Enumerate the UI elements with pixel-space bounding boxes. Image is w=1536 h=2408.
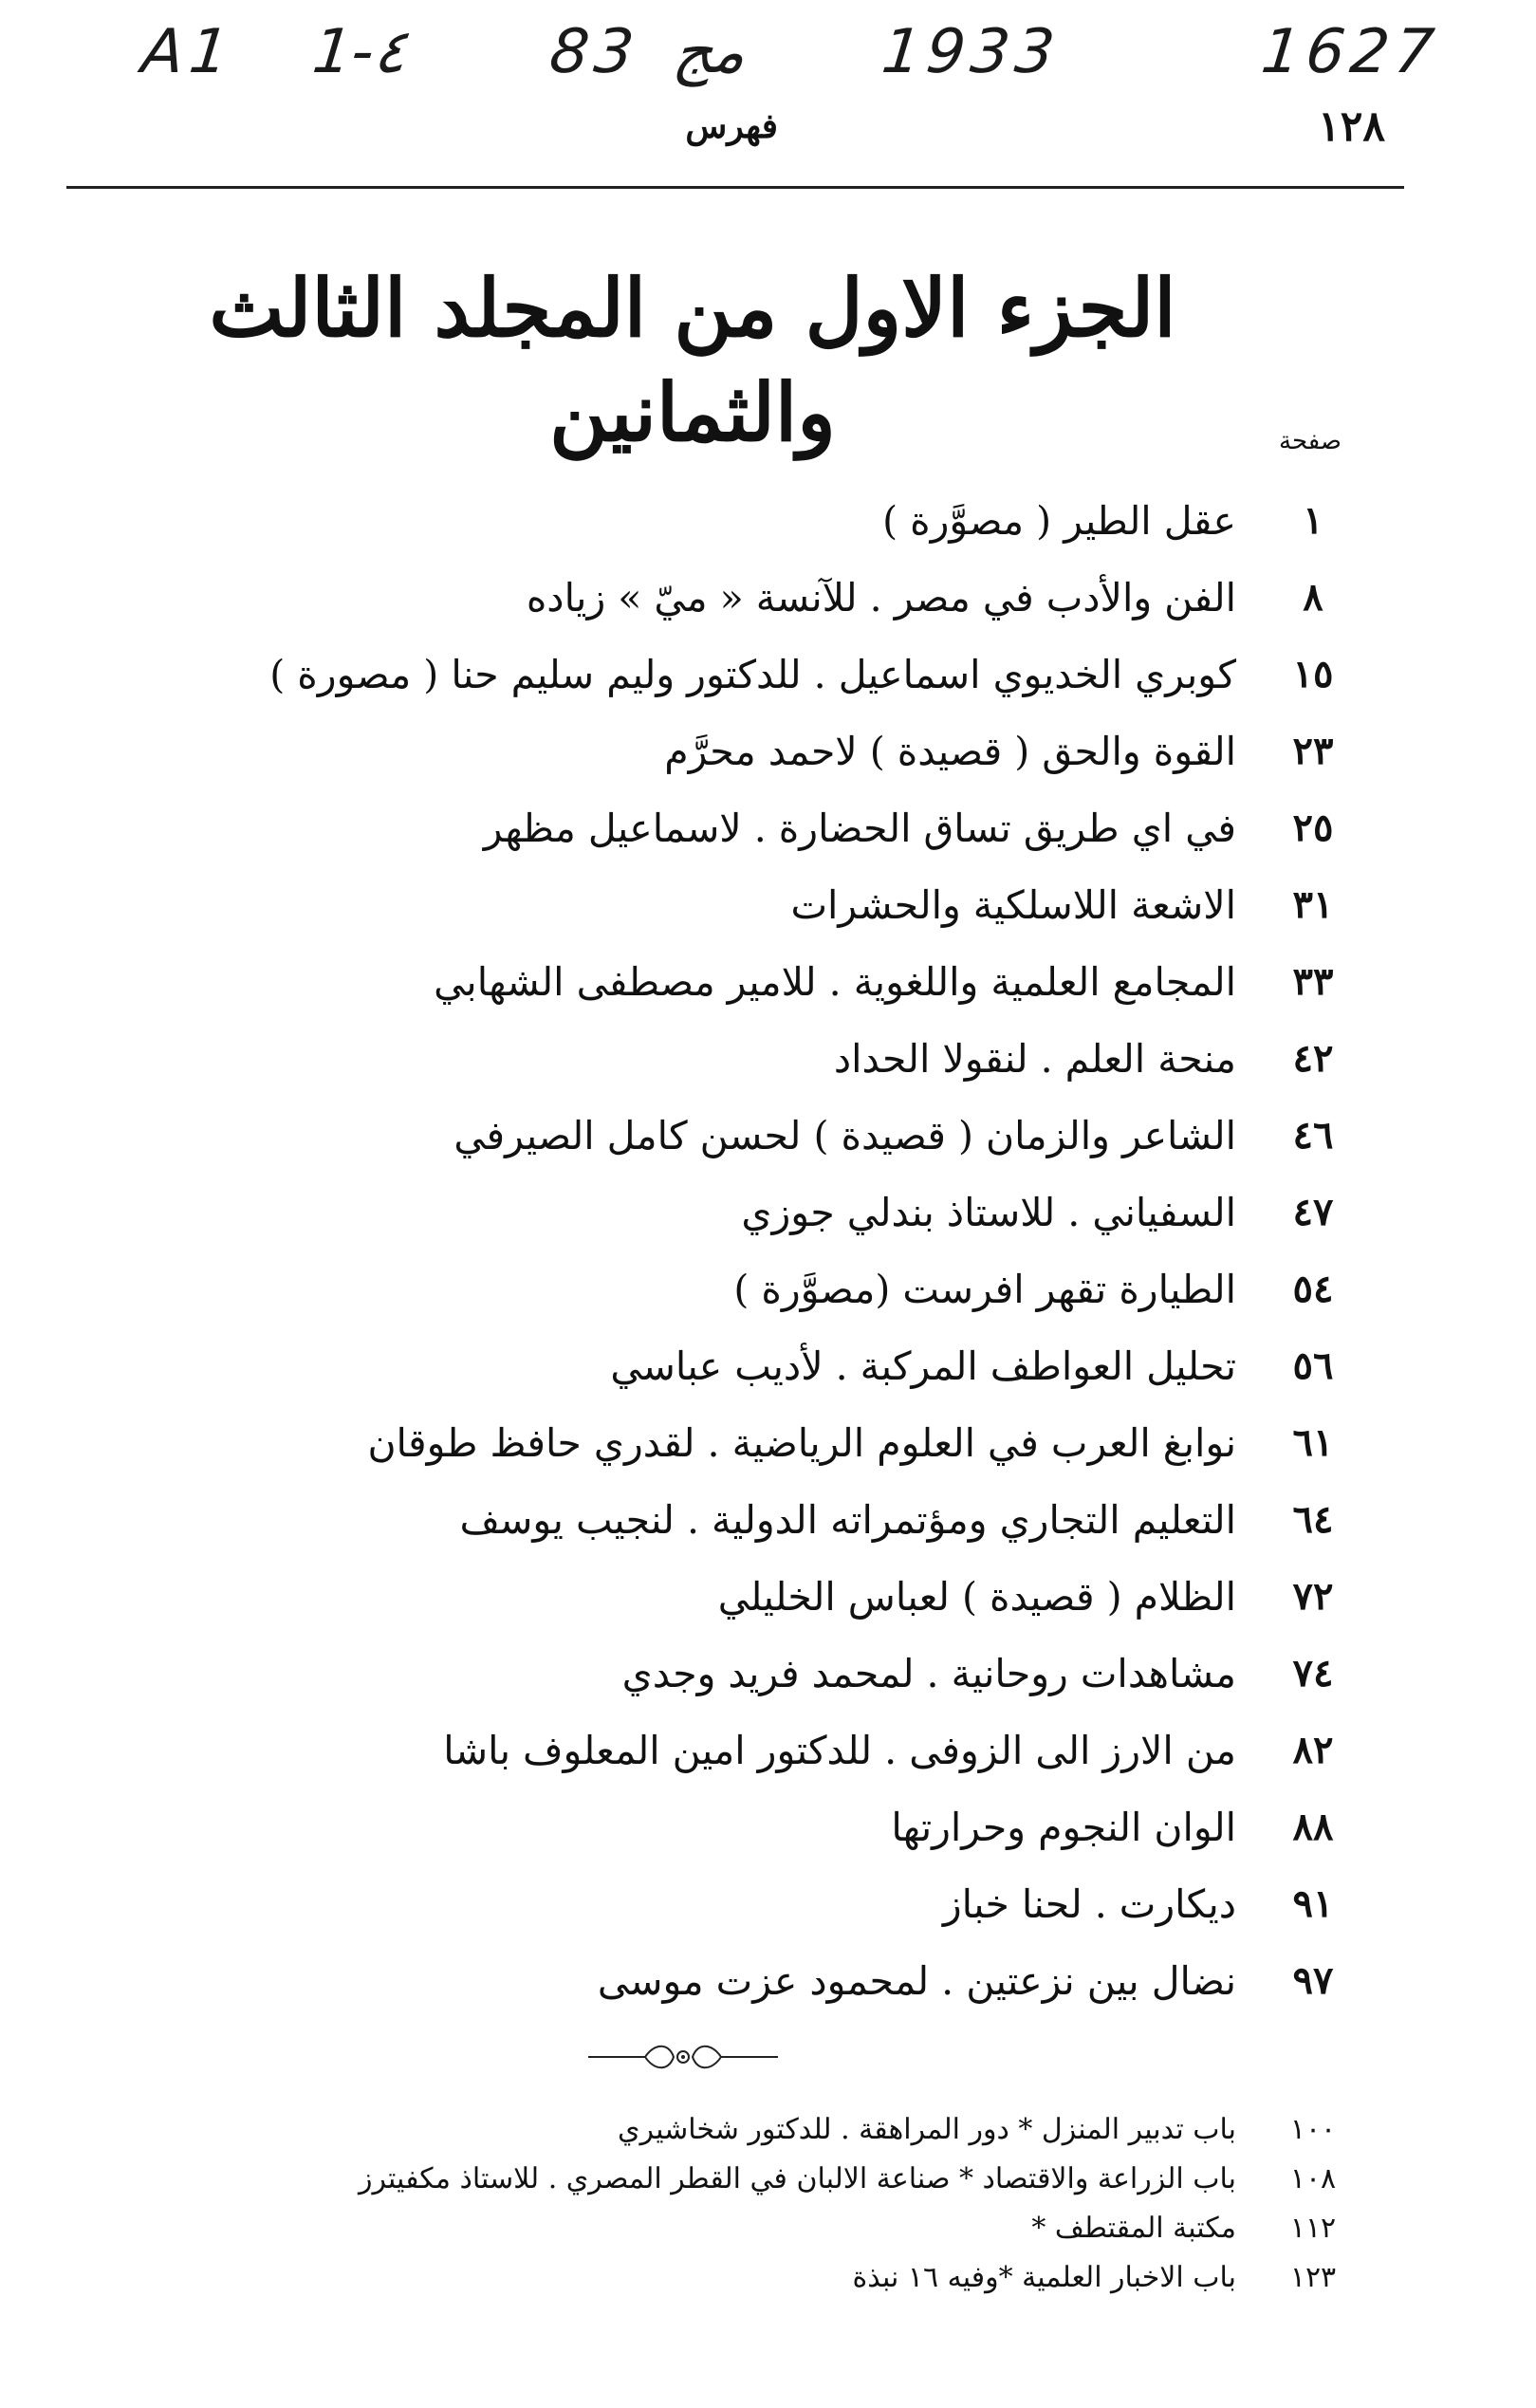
- entry-title: تحليل العواطف المركبة . لأديب عباسي: [610, 1343, 1236, 1389]
- toc-entry: [198, 866, 1356, 943]
- section-page: ١٢٣: [1289, 2260, 1337, 2294]
- section-entry: [198, 2252, 1356, 2302]
- entry-title: من الارز الى الزوفى . للدكتور امين المعلوف باشا: [443, 1727, 1236, 1773]
- section-entry: [198, 2203, 1356, 2252]
- section-title: مكتبة المقتطف *: [1031, 2211, 1236, 2245]
- entry-page: ١٥: [1292, 652, 1334, 696]
- entry-page: ٢٣: [1292, 729, 1334, 773]
- handwritten-number: 1627: [1258, 17, 1443, 87]
- toc-entry: [198, 559, 1356, 636]
- entry-title: كوبري الخديوي اسماعيل . للدكتور وليم سليم حنا ( مصورة ): [269, 651, 1236, 697]
- toc-entry: [198, 1020, 1356, 1097]
- entry-page: ١: [1303, 498, 1323, 543]
- toc-entry: [198, 1865, 1356, 1942]
- toc-entry: [198, 713, 1356, 789]
- toc-entry: [198, 1712, 1356, 1788]
- section-page: ١٠٠: [1289, 2112, 1337, 2146]
- entry-title: الاشعة اللاسلكية والحشرات: [790, 881, 1236, 928]
- running-head: [57, 102, 1385, 159]
- handwritten-volume-label: مج: [670, 17, 749, 87]
- toc-entry: [198, 1558, 1356, 1635]
- handwritten-volume: 83: [546, 17, 643, 87]
- entry-page: ٨: [1303, 575, 1323, 620]
- handwritten-code: A1: [139, 17, 238, 87]
- toc-entry: [198, 1174, 1356, 1250]
- entry-page: ٣١: [1292, 882, 1334, 927]
- header-rule: [66, 186, 1404, 189]
- entry-page: ٦٤: [1292, 1497, 1334, 1542]
- entry-page: ٢٥: [1292, 806, 1334, 850]
- toc-entry: [198, 1327, 1356, 1404]
- handwritten-year: 1933: [879, 17, 1064, 87]
- entry-page: ٤٢: [1292, 1036, 1334, 1081]
- entry-title: الفن والأدب في مصر . للآنسة « ميّ » زياده: [526, 574, 1236, 621]
- section-page: ١٠٨: [1289, 2161, 1337, 2195]
- toc-entry: [198, 1481, 1356, 1558]
- entry-page: ٥٦: [1292, 1343, 1334, 1388]
- entry-page: ٧٢: [1292, 1574, 1334, 1619]
- entry-page: ٥٤: [1292, 1267, 1334, 1311]
- handwritten-annotation: [139, 17, 1499, 102]
- entry-title: القوة والحق ( قصيدة ) لاحمد محرَّم: [664, 728, 1236, 774]
- entry-page: ٩٧: [1292, 1958, 1334, 2003]
- entry-page: ٩١: [1292, 1881, 1334, 1926]
- ornament-divider: [588, 2038, 778, 2076]
- toc-entry: [198, 636, 1356, 713]
- part-title: الجزء الاول من المجلد الثالث والثمانين: [209, 261, 1176, 459]
- entry-page: ٧٤: [1292, 1651, 1334, 1695]
- entry-page: ٦١: [1292, 1420, 1334, 1465]
- entry-title: في اي طريق تساق الحضارة . لاسماعيل مظهر: [483, 805, 1236, 851]
- section-title: باب الاخبار العلمية *وفيه ١٦ نبذة: [852, 2260, 1236, 2294]
- section-entry: [198, 2154, 1356, 2203]
- entry-title: منحة العلم . لنقولا الحداد: [833, 1035, 1236, 1082]
- entry-page: ٣٣: [1292, 959, 1334, 1004]
- section-entry: [198, 2104, 1356, 2154]
- section-title: باب الزراعة والاقتصاد * صناعة الالبان في القطر المصري . للاستاذ مكفيترز: [358, 2161, 1236, 2195]
- entry-title: التعليم التجاري ومؤتمراته الدولية . لنجيب يوسف: [459, 1496, 1236, 1543]
- toc-entry: [198, 1788, 1356, 1865]
- table-of-contents: [198, 482, 1356, 2019]
- sections-list: [198, 2104, 1356, 2302]
- entry-title: الوان النجوم وحرارتها: [891, 1804, 1236, 1850]
- entry-title: الشاعر والزمان ( قصيدة ) لحسن كامل الصيرفي: [453, 1112, 1236, 1158]
- toc-entry: [198, 1250, 1356, 1327]
- entry-title: الظلام ( قصيدة ) لعباس الخليلي: [717, 1573, 1236, 1620]
- section-title: باب تدبير المنزل * دور المراهقة . للدكتور شخاشيري: [618, 2112, 1236, 2146]
- entry-title: نضال بين نزعتين . لمحمود عزت موسى: [597, 1957, 1236, 2004]
- page-number: ١٢٨: [1318, 102, 1385, 151]
- handwritten-issue: 1-٤: [309, 17, 411, 87]
- entry-title: المجامع العلمية واللغوية . للامير مصطفى الشهابي: [434, 958, 1236, 1005]
- entry-page: ٤٦: [1292, 1113, 1334, 1158]
- toc-entry: [198, 1635, 1356, 1712]
- toc-entry: [198, 1942, 1356, 2019]
- entry-page: ٤٧: [1292, 1190, 1334, 1234]
- section-page: ١١٢: [1289, 2211, 1337, 2245]
- entry-page: ٨٨: [1292, 1805, 1334, 1849]
- entry-title: عقل الطير ( مصوَّرة ): [882, 497, 1236, 544]
- entry-title: مشاهدات روحانية . لمحمد فريد وجدي: [621, 1650, 1236, 1696]
- running-title: فهرس: [685, 106, 778, 146]
- entry-title: ديكارت . لحنا خباز: [942, 1880, 1236, 1927]
- toc-entry: [198, 789, 1356, 866]
- toc-entry: [198, 1097, 1356, 1174]
- toc-entry: [198, 482, 1356, 559]
- entry-title: الطيارة تقهر افرست (مصوَّرة ): [733, 1266, 1236, 1312]
- toc-entry: [198, 1404, 1356, 1481]
- entry-page: ٨٢: [1292, 1728, 1334, 1772]
- entry-title: السفياني . للاستاذ بندلي جوزي: [741, 1189, 1236, 1235]
- page-column-label: صفحة: [1279, 427, 1342, 455]
- toc-entry: [198, 943, 1356, 1020]
- entry-title: نوابغ العرب في العلوم الرياضية . لقدري حافظ طوقان: [367, 1419, 1236, 1466]
